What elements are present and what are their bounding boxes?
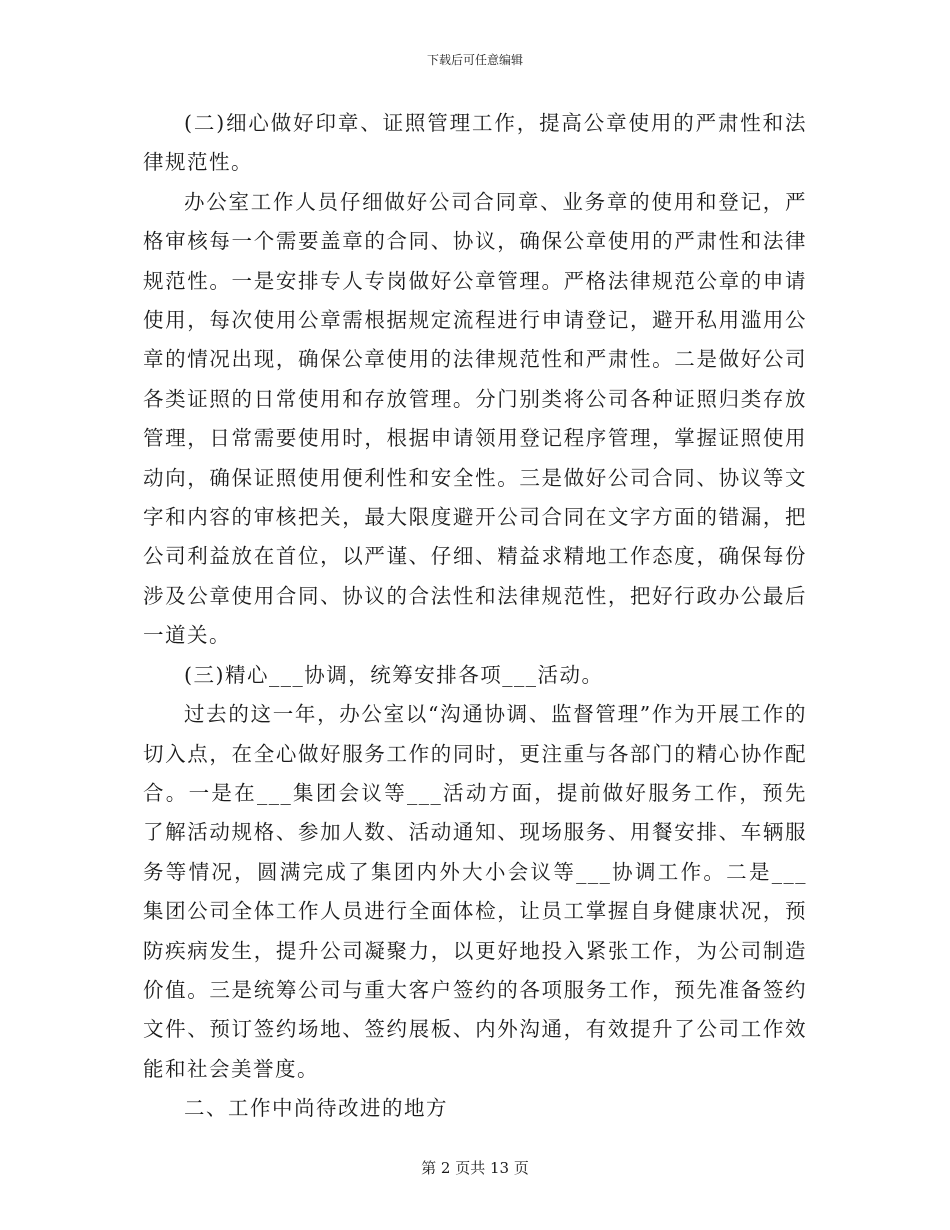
paragraph-seal-management-details: 办公室工作人员仔细做好公司合同章、业务章的使用和登记，严格审核每一个需要盖章的合同、协议，确保公章使用的严肃性和法律规范性。一是安排专人专岗做好公章管理。严格法律规范公章的申请使用，每次使用公章需根据规定流程进行申请登记，避开私用滥用公章的情况出现，确保公章使用的法律规范性和严肃性。二是做好公司各类证照的日常使用和存放管理。分门别类将公司各种证照归类存放管理，日常需要使用时，根据申请领用登记程序管理，掌握证照使用动向，确保证照使用便利性和安全性。三是做好公司合同、协议等文字和内容的审核把关，最大限度避开公司合同在文字方面的错漏，把公司利益放在首位，以严谨、仔细、精益求精地工作态度，确保每份涉及公章使用合同、协议的合法性和法律规范性，把好行政办公最后一道关。 — [143, 189, 807, 648]
page-number: 第 2 页共 13 页 — [421, 1159, 529, 1177]
section-heading-seal-management: (二)细心做好印章、证照管理工作，提高公章使用的严肃性和法律规范性。 — [143, 111, 807, 175]
document-body — [143, 104, 807, 1129]
section-heading-improvements: 二、工作中尚待改进的地方 — [184, 1096, 448, 1121]
page-header: 下载后可任意编辑 — [426, 53, 523, 67]
section-heading-coordination: (三)精心___协调，统筹安排各项___活动。 — [184, 662, 604, 687]
paragraph-coordination-details: 过去的这一年，办公室以“沟通协调、监督管理”作为开展工作的切入点，在全心做好服务工作的同时，更注重与各部门的精心协作配合。一是在___集团会议等___活动方面，提前做好服务工作，预先了解活动规格、参加人数、活动通知、现场服务、用餐安排、车辆服务等情况，圆满完成了集团内外大小会议等___协调工作。二是___集团公司全体工作人员进行全面体检，让员工掌握自身健康状况，预防疾病发生，提升公司凝聚力，以更好地投入紧张工作，为公司制造价值。三是统筹公司与重大客户签约的各项服务工作，预先准备签约文件、预订签约场地、签约展板、内外沟通，有效提升了公司工作效能和社会美誉度。 — [143, 702, 807, 1081]
